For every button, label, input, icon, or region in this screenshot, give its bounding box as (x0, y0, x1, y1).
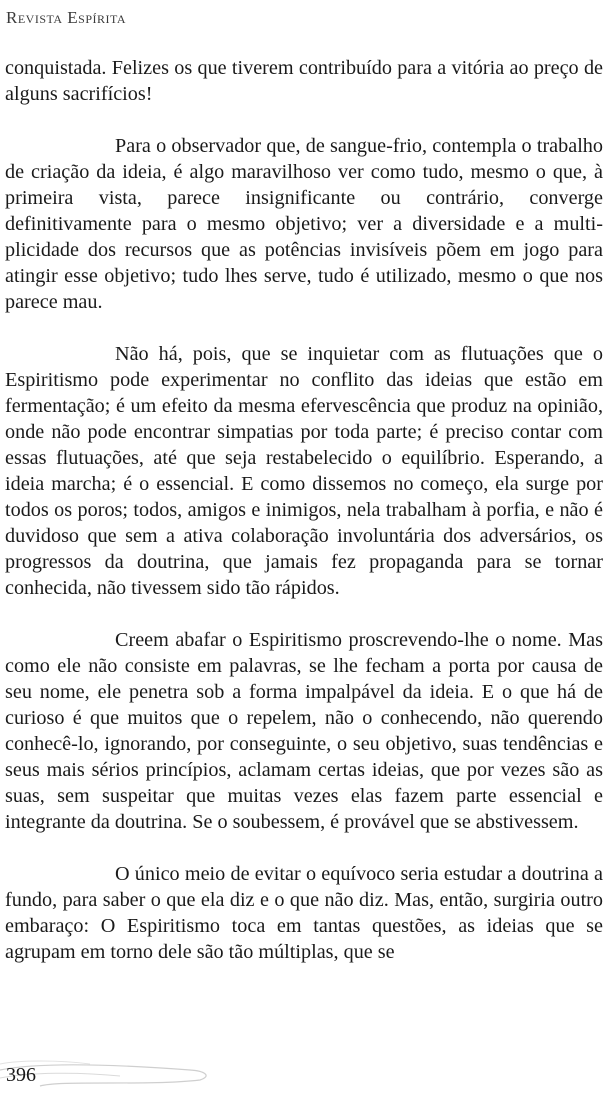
footer-ornament (0, 1058, 611, 1093)
paragraph-2: Para o observador que, de sangue-frio, contempla o trabalho de criação da ideia, é algo maravilhoso ver como tudo, mesmo o que, à primeira vista, parece insignificante ou contrário, converge definitivamente para o mesmo objetivo; ver a diversidade e a multiplicidade dos recursos que as potências invisíveis põem em jogo para atingir esse objetivo; tudo lhes serve, tudo é utilizado, mesmo o que nos parece mau. (5, 135, 603, 313)
paragraph-1: conquistada. Felizes os que tiverem contribuído para a vitória ao preço de alguns sacrifícios! (5, 57, 603, 105)
running-head: Revista Espírita (6, 8, 127, 27)
page-number: 396 (6, 1064, 36, 1086)
paragraph-3: Não há, pois, que se inquietar com as flutuações que o Espiritismo pode experimentar no conflito das ideias que estão em fermentação; é um efeito da mesma efervescência que produz na opinião, onde não pode encontrar simpatias por toda parte; é preciso contar com essas flutuações, até que seja restabelecido o equilíbrio. Esperando, a ideia marcha; é o essencial. E como dissemos no começo, ela surge por todos os poros; todos, amigos e inimigos, nela trabalham à porfia, e não é duvidoso que sem a ativa colaboração involuntária dos adversários, os progressos da doutrina, que jamais fez propaganda para se tornar conhecida, não tivessem sido tão rápidos. (5, 343, 603, 599)
paragraph-4: Creem abafar o Espiritismo proscrevendo-lhe o nome. Mas como ele não consiste em palavras, se lhe fecham a porta por causa de seu nome, ele penetra sob a forma impalpável da ideia. E o que há de curioso é que muitos que o repelem, não o conhecendo, não querendo conhecê-lo, ignorando, por conseguinte, o seu objetivo, suas tendências e seus mais sérios princípios, aclamam certas ideias, que por vezes são as suas, sem suspeitar que muitas vezes elas fazem parte essencial e integrante da doutrina. Se o soubessem, é provável que se abstivessem. (5, 629, 603, 833)
body-text (5, 55, 603, 965)
paragraph-5: O único meio de evitar o equívoco seria estudar a doutrina a fundo, para saber o que ela diz e o que não diz. Mas, então, surgiria outro embaraço: O Espiritismo toca em tantas questões, as ideias que se agrupam em torno dele são tão múltiplas, que se (5, 863, 603, 963)
